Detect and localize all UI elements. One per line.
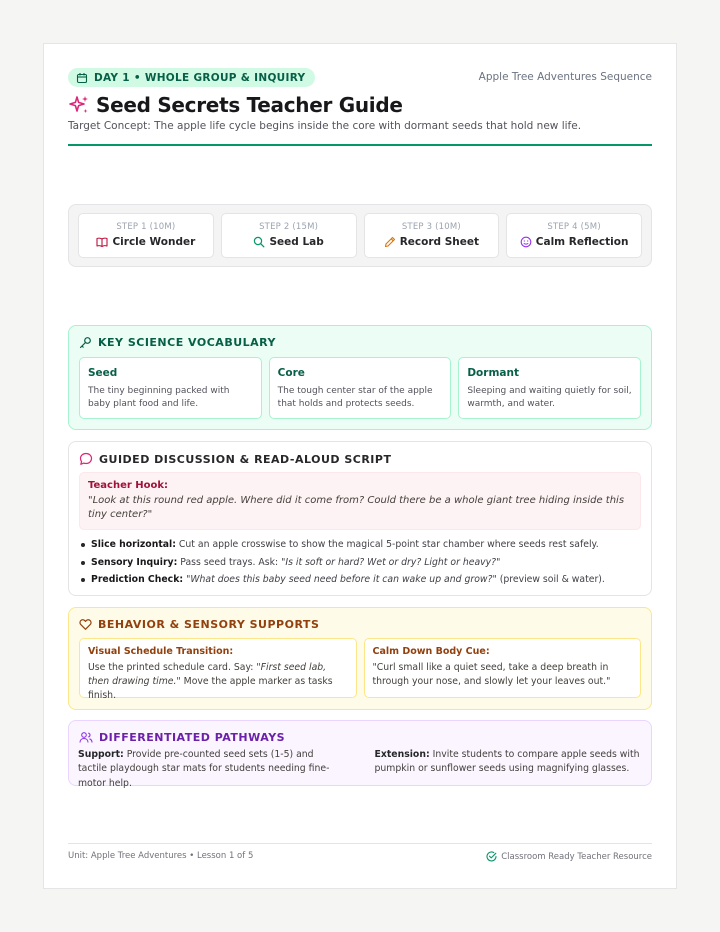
step-name: Circle Wonder	[112, 236, 196, 248]
vocab-term: Core	[277, 367, 305, 379]
discussion-card	[68, 441, 652, 596]
discussion-title: GUIDED DISCUSSION & READ-ALOUD SCRIPT	[99, 452, 392, 466]
step-label: STEP 2 (15M)	[259, 222, 319, 232]
step-name: Calm Reflection	[535, 236, 629, 248]
title-divider	[68, 144, 652, 146]
smile-icon	[520, 236, 532, 248]
support-pathway	[78, 748, 345, 791]
vocabulary-card	[68, 325, 652, 430]
support-text-post: Move the apple marker as tasks finish.	[88, 675, 333, 701]
bullet-label: Slice horizontal:	[91, 539, 176, 550]
teacher-hook	[79, 472, 641, 530]
discussion-steps	[81, 536, 641, 589]
support-pathway-text: Provide pre-counted seed sets (1-5) and tactile playdough star mats for students needing fine-motor help.	[78, 749, 330, 789]
vocab-term: Seed	[88, 367, 118, 379]
vocab-item	[458, 357, 641, 419]
key-icon	[79, 336, 92, 349]
sparkles-icon	[68, 94, 90, 116]
hook-text: "Look at this round red apple. Where did it come from? Could there be a whole giant tree hiding inside this tiny center?"	[88, 495, 625, 520]
hook-title: Teacher Hook:	[88, 480, 169, 491]
bullet-label: Prediction Check:	[91, 574, 184, 585]
pathways-heading	[79, 731, 285, 744]
vocabulary-title: KEY SCIENCE VOCABULARY	[98, 336, 276, 349]
bullet-text: Cut an apple crosswise to show the magical 5-point star chamber where seeds rest safely.	[178, 539, 599, 550]
vocab-definition: The tiny beginning packed with baby plant food and life.	[88, 386, 230, 410]
extension-pathway-label: Extension:	[374, 749, 430, 760]
step-name: Record Sheet	[399, 236, 480, 248]
list-item	[81, 536, 641, 554]
step-2	[221, 213, 357, 258]
step-3	[364, 213, 500, 258]
discussion-heading	[79, 452, 391, 466]
target-concept-label: Target Concept:	[68, 120, 151, 132]
bullet-label: Sensory Inquiry:	[91, 556, 178, 568]
page-title: Seed Secrets Teacher Guide	[96, 93, 403, 117]
step-name-row	[507, 236, 641, 248]
target-concept	[68, 120, 581, 132]
extension-pathway	[375, 748, 642, 791]
supports-heading	[79, 618, 319, 631]
lesson-steps	[68, 204, 652, 267]
footer-resource-label: Classroom Ready Teacher Resource	[501, 851, 652, 862]
support-item	[79, 638, 357, 701]
calendar-icon	[76, 72, 88, 84]
day-badge-label: DAY 1 • WHOLE GROUP & INQUIRY	[94, 71, 306, 84]
step-label: STEP 3 (10M)	[401, 222, 461, 232]
speech-bubble-icon	[79, 452, 93, 466]
step-label: STEP 4 (5M)	[547, 222, 601, 232]
bullet-content	[91, 571, 605, 589]
supports-title: BEHAVIOR & SENSORY SUPPORTS	[98, 618, 320, 631]
vocabulary-heading	[79, 336, 276, 349]
supports-list	[79, 638, 641, 701]
support-pathway-label: Support:	[78, 749, 124, 760]
step-name: Seed Lab	[269, 236, 324, 248]
bullet-dot	[81, 543, 85, 547]
bullet-text: Pass seed trays. Ask:	[180, 556, 279, 568]
bullet-dot	[81, 578, 85, 582]
step-label: STEP 1 (10M)	[116, 222, 176, 232]
support-item-title: Calm Down Body Cue:	[372, 646, 490, 657]
support-item-title: Visual Schedule Transition:	[88, 646, 234, 657]
pathways-title: DIFFERENTIATED PATHWAYS	[99, 731, 286, 744]
page-header	[68, 68, 652, 88]
vocab-item	[269, 357, 452, 419]
support-item	[364, 638, 642, 698]
footer-resource	[486, 851, 652, 862]
bullet-quote: "What does this baby seed need before it can wake up and grow?"	[186, 574, 497, 585]
vocab-definition: Sleeping and waiting quietly for soil, warmth, and water.	[467, 386, 632, 410]
bullet-after: (preview soil & water).	[499, 574, 605, 585]
day-badge	[68, 68, 315, 87]
vocab-item	[79, 357, 262, 419]
list-item	[81, 571, 641, 589]
bullet-dot	[81, 561, 85, 565]
vocab-definition: The tough center star of the apple that holds and protects seeds.	[277, 386, 433, 410]
pathways-list	[78, 748, 641, 791]
search-icon	[253, 236, 265, 248]
pathways-card	[68, 720, 652, 789]
bullet-content	[91, 536, 599, 554]
lesson-page	[43, 43, 677, 889]
pencil-icon	[384, 236, 396, 248]
support-item-text: "Curl small like a quiet seed, take a deep breath in through your nose, and slowly let your leaves out."	[372, 662, 611, 687]
list-item	[81, 554, 641, 572]
check-circle-icon	[486, 851, 497, 862]
heart-icon	[79, 618, 92, 631]
extension-pathway-text: Invite students to compare apple seeds with pumpkin or sunflower seeds using magnifying glasses.	[374, 749, 640, 775]
supports-card	[68, 607, 652, 710]
target-concept-text: The apple life cycle begins inside the core with dormant seeds that hold new life.	[154, 120, 582, 132]
vocab-term: Dormant	[467, 367, 519, 379]
step-name-row	[365, 236, 499, 248]
bullet-content	[91, 554, 500, 572]
step-name-row	[79, 236, 213, 248]
support-item-text	[88, 661, 348, 703]
title-row	[68, 93, 403, 117]
support-quote: "First seed lab, then drawing time."	[88, 662, 327, 687]
users-icon	[79, 731, 93, 744]
book-icon	[96, 236, 108, 248]
bullet-quote: "Is it soft or hard? Wet or dry? Light or heavy?"	[281, 556, 501, 568]
footer-unit: Unit: Apple Tree Adventures • Lesson 1 of 5	[68, 851, 254, 861]
step-4	[506, 213, 642, 258]
sequence-name: Apple Tree Adventures Sequence	[478, 71, 652, 83]
vocabulary-list	[79, 357, 641, 419]
step-name-row	[222, 236, 356, 248]
footer-divider	[68, 843, 652, 844]
support-text-pre: Use the printed schedule card. Say:	[88, 662, 254, 673]
step-1	[78, 213, 214, 258]
